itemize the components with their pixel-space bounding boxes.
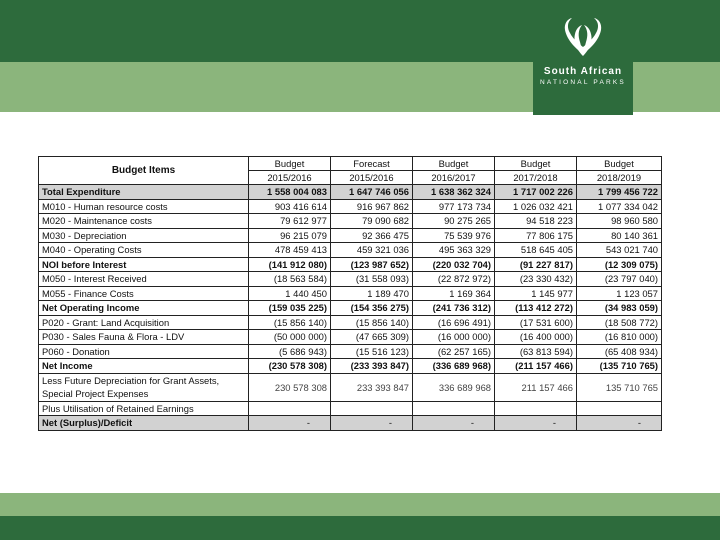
cell-value: (47 665 309) xyxy=(331,330,413,345)
logo-text-south-african: South African xyxy=(543,66,623,77)
cell-empty xyxy=(495,401,577,416)
table-row xyxy=(39,272,662,287)
cell-value: 478 459 413 xyxy=(249,243,331,258)
table-row xyxy=(39,199,662,214)
cell-value: (18 508 772) xyxy=(577,315,662,330)
cell-value: 94 518 223 xyxy=(495,214,577,229)
row-label: Net (Surplus)/Deficit xyxy=(39,416,249,431)
bottom-footer-band xyxy=(0,516,720,540)
col-header-top: Budget xyxy=(577,157,662,171)
table-row xyxy=(39,214,662,229)
cell-value: 543 021 740 xyxy=(577,243,662,258)
cell-value: 1 145 977 xyxy=(495,286,577,301)
cell-value: (15 516 123) xyxy=(331,344,413,359)
budget-table xyxy=(38,156,662,431)
sanparks-logo xyxy=(533,0,633,115)
row-label: M050 - Interest Received xyxy=(39,272,249,287)
cell-value: (241 736 312) xyxy=(413,301,495,316)
cell-value: (233 393 847) xyxy=(331,359,413,374)
cell-value: (230 578 308) xyxy=(249,359,331,374)
cell-value: 1 123 057 xyxy=(577,286,662,301)
cell-value: 1 799 456 722 xyxy=(577,185,662,200)
cell-value: 916 967 862 xyxy=(331,199,413,214)
cell-value: (18 563 584) xyxy=(249,272,331,287)
cell-value: - xyxy=(331,416,413,431)
cell-value: 1 558 004 083 xyxy=(249,185,331,200)
row-label: Less Future Depreciation for Grant Assets, xyxy=(39,373,249,387)
cell-value: (34 983 059) xyxy=(577,301,662,316)
cell-empty xyxy=(577,401,662,416)
col-header-year: 2018/2019 xyxy=(577,171,662,185)
row-label: M055 - Finance Costs xyxy=(39,286,249,301)
cell-value: 92 366 475 xyxy=(331,228,413,243)
cell-value: 98 960 580 xyxy=(577,214,662,229)
cell-value: (50 000 000) xyxy=(249,330,331,345)
cell-value: (23 330 432) xyxy=(495,272,577,287)
cell-value: 96 215 079 xyxy=(249,228,331,243)
row-label: P060 - Donation xyxy=(39,344,249,359)
cell-value: 79 090 682 xyxy=(331,214,413,229)
table-row xyxy=(39,257,662,272)
cell-empty xyxy=(413,401,495,416)
cell-value: (65 408 934) xyxy=(577,344,662,359)
cell-value: 336 689 968 xyxy=(413,373,495,401)
cell-value: 1 169 364 xyxy=(413,286,495,301)
cell-value: 459 321 036 xyxy=(331,243,413,258)
cell-value: 518 645 405 xyxy=(495,243,577,258)
cell-value: (5 686 943) xyxy=(249,344,331,359)
table-row-net-surplus-deficit xyxy=(39,416,662,431)
cell-value: (62 257 165) xyxy=(413,344,495,359)
cell-value: 495 363 329 xyxy=(413,243,495,258)
cell-value: (15 856 140) xyxy=(249,315,331,330)
table-row xyxy=(39,228,662,243)
col-header-year: 2017/2018 xyxy=(495,171,577,185)
cell-value: (220 032 704) xyxy=(413,257,495,272)
table-row xyxy=(39,301,662,316)
budget-items-header: Budget Items xyxy=(39,157,249,185)
cell-value: (16 000 000) xyxy=(413,330,495,345)
cell-value: - xyxy=(495,416,577,431)
cell-value: (135 710 765) xyxy=(577,359,662,374)
cell-value: (63 813 594) xyxy=(495,344,577,359)
cell-value: - xyxy=(249,416,331,431)
table-row xyxy=(39,344,662,359)
cell-value: 77 806 175 xyxy=(495,228,577,243)
cell-value: (123 987 652) xyxy=(331,257,413,272)
row-label: P030 - Sales Fauna & Flora - LDV xyxy=(39,330,249,345)
cell-value: - xyxy=(413,416,495,431)
row-label: M040 - Operating Costs xyxy=(39,243,249,258)
table-header-row xyxy=(39,157,662,171)
col-header-top: Budget xyxy=(495,157,577,171)
cell-value: (16 696 491) xyxy=(413,315,495,330)
cell-value: (113 412 272) xyxy=(495,301,577,316)
cell-empty xyxy=(249,401,331,416)
cell-value: 1 077 334 042 xyxy=(577,199,662,214)
cell-value: 903 416 614 xyxy=(249,199,331,214)
col-header-top: Budget xyxy=(249,157,331,171)
cell-value: (16 400 000) xyxy=(495,330,577,345)
kudu-horns-icon xyxy=(553,14,613,60)
cell-value: (12 309 075) xyxy=(577,257,662,272)
row-label: Total Expenditure xyxy=(39,185,249,200)
table-row xyxy=(39,286,662,301)
cell-value: (141 912 080) xyxy=(249,257,331,272)
cell-value: 80 140 361 xyxy=(577,228,662,243)
table-row xyxy=(39,243,662,258)
table-row xyxy=(39,315,662,330)
col-header-top: Budget xyxy=(413,157,495,171)
table-row xyxy=(39,359,662,374)
cell-value: (336 689 968) xyxy=(413,359,495,374)
col-header-year: 2015/2016 xyxy=(249,171,331,185)
table-row-future-depreciation xyxy=(39,373,662,387)
cell-value: 233 393 847 xyxy=(331,373,413,401)
col-header-year: 2016/2017 xyxy=(413,171,495,185)
cell-value: (31 558 093) xyxy=(331,272,413,287)
cell-value: 1 189 470 xyxy=(331,286,413,301)
cell-value: 135 710 765 xyxy=(577,373,662,401)
cell-value: 211 157 466 xyxy=(495,373,577,401)
cell-value: (15 856 140) xyxy=(331,315,413,330)
logo-text-national-parks: NATIONAL PARKS xyxy=(540,79,626,86)
row-label: Net Income xyxy=(39,359,249,374)
col-header-top: Forecast xyxy=(331,157,413,171)
row-label: M020 - Maintenance costs xyxy=(39,214,249,229)
cell-value: (91 227 817) xyxy=(495,257,577,272)
cell-value: 90 275 265 xyxy=(413,214,495,229)
row-label: Net Operating Income xyxy=(39,301,249,316)
cell-value: 75 539 976 xyxy=(413,228,495,243)
cell-value: 79 612 977 xyxy=(249,214,331,229)
row-label: Plus Utilisation of Retained Earnings xyxy=(39,401,249,416)
table-row xyxy=(39,330,662,345)
row-label: NOI before Interest xyxy=(39,257,249,272)
row-label: M010 - Human resource costs xyxy=(39,199,249,214)
cell-empty xyxy=(331,401,413,416)
bottom-accent-band xyxy=(0,493,720,516)
col-header-year: 2015/2016 xyxy=(331,171,413,185)
cell-value: (154 356 275) xyxy=(331,301,413,316)
cell-value: 230 578 308 xyxy=(249,373,331,401)
cell-value: (23 797 040) xyxy=(577,272,662,287)
cell-value: 1 638 362 324 xyxy=(413,185,495,200)
cell-value: (17 531 600) xyxy=(495,315,577,330)
cell-value: 1 647 746 056 xyxy=(331,185,413,200)
row-label: Special Project Expenses xyxy=(39,387,249,401)
cell-value: - xyxy=(577,416,662,431)
cell-value: (211 157 466) xyxy=(495,359,577,374)
cell-value: 977 173 734 xyxy=(413,199,495,214)
cell-value: 1 717 002 226 xyxy=(495,185,577,200)
cell-value: (16 810 000) xyxy=(577,330,662,345)
cell-value: 1 440 450 xyxy=(249,286,331,301)
row-label: M030 - Depreciation xyxy=(39,228,249,243)
cell-value: (22 872 972) xyxy=(413,272,495,287)
cell-value: 1 026 032 421 xyxy=(495,199,577,214)
table-row xyxy=(39,185,662,200)
table-row-retained-earnings xyxy=(39,401,662,416)
row-label: P020 - Grant: Land Acquisition xyxy=(39,315,249,330)
cell-value: (159 035 225) xyxy=(249,301,331,316)
